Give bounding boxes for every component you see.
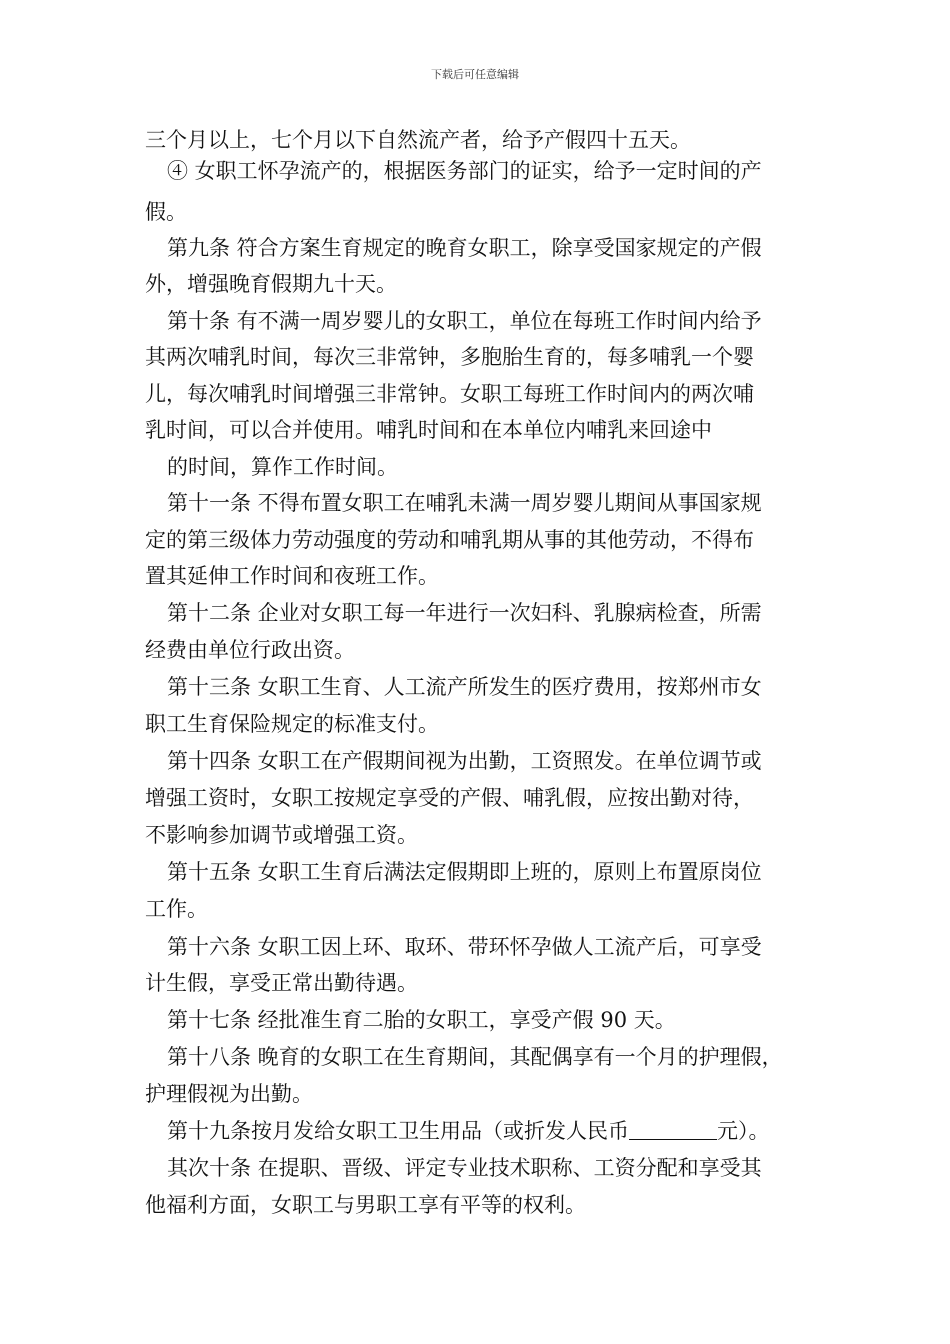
text-line: 假。: [145, 200, 187, 224]
text-line: 计生假，享受正常出勤待遇。: [145, 971, 418, 995]
text-line: 工作。: [145, 897, 208, 921]
article-18-line: 第十八条 晚育的女职工在生育期间，其配偶享有一个月的护理假，: [167, 1045, 783, 1069]
text-line: 定的第三级体力劳动强度的劳动和哺乳期从事的其他劳动，不得布: [145, 528, 754, 552]
text-line: 经费由单位行政出资。: [145, 638, 355, 662]
text-line: 他福利方面，女职工与男职工享有平等的权利。: [145, 1193, 586, 1217]
article-14-line: 第十四条 女职工在产假期间视为出勤，工资照发。在单位调节或: [167, 749, 762, 773]
article-15-line: 第十五条 女职工生育后满法定假期即上班的，原则上布置原岗位: [167, 860, 762, 884]
text-line: 增强工资时，女职工按规定享受的产假、哺乳假，应按出勤对待，: [145, 786, 754, 810]
article-12-line: 第十二条 企业对女职工每一年进行一次妇科、乳腺病检查，所需: [167, 601, 762, 625]
amount-blank: [629, 1119, 717, 1140]
article-19-text: 第十九条按月发给女职工卫生用品（或折发人民币: [167, 1119, 629, 1143]
text-line: ④ 女职工怀孕流产的，根据医务部门的证实，给予一定时间的产: [167, 159, 762, 183]
text-line: 置其延伸工作时间和夜班工作。: [145, 564, 439, 588]
article-17-line: 第十七条 经批准生育二胎的女职工，享受产假 90 天。: [167, 1008, 676, 1032]
text-line: 职工生育保险规定的标准支付。: [145, 712, 439, 736]
article-10-line: 第十条 有不满一周岁婴儿的女职工，单位在每班工作时间内给予: [167, 309, 762, 333]
text-line: 三个月以上，七个月以下自然流产者，给予产假四十五天。: [145, 128, 691, 152]
text-line: 儿，每次哺乳时间增强三非常钟。女职工每班工作时间内的两次哺: [145, 382, 754, 406]
text-line: 其两次哺乳时间，每次三非常钟，多胞胎生育的，每多哺乳一个婴: [145, 345, 754, 369]
article-11-line: 第十一条 不得布置女职工在哺乳未满一周岁婴儿期间从事国家规: [167, 491, 762, 515]
text-line: 外，增强晚育假期九十天。: [145, 272, 397, 296]
article-19-suffix: 元）。: [717, 1119, 770, 1143]
text-line: 的时间，算作工作时间。: [167, 455, 398, 479]
article-19-line: [167, 1118, 770, 1144]
article-13-line: 第十三条 女职工生育、人工流产所发生的医疗费用，按郑州市女: [167, 675, 762, 699]
text-line: 不影响参加调节或增强工资。: [145, 823, 418, 847]
article-16-line: 第十六条 女职工因上环、取环、带环怀孕做人工流产后，可享受: [167, 935, 762, 959]
text-line: 乳时间，可以合并使用。哺乳时间和在本单位内哺乳来回途中: [145, 418, 712, 442]
text-line: 护理假视为出勤。: [145, 1082, 313, 1106]
article-9-line: 第九条 符合方案生育规定的晚育女职工，除享受国家规定的产假: [167, 236, 762, 260]
article-20-line: 其次十条 在提职、晋级、评定专业技术职称、工资分配和享受其: [167, 1156, 762, 1180]
page-header: 下载后可任意编辑: [431, 68, 519, 81]
